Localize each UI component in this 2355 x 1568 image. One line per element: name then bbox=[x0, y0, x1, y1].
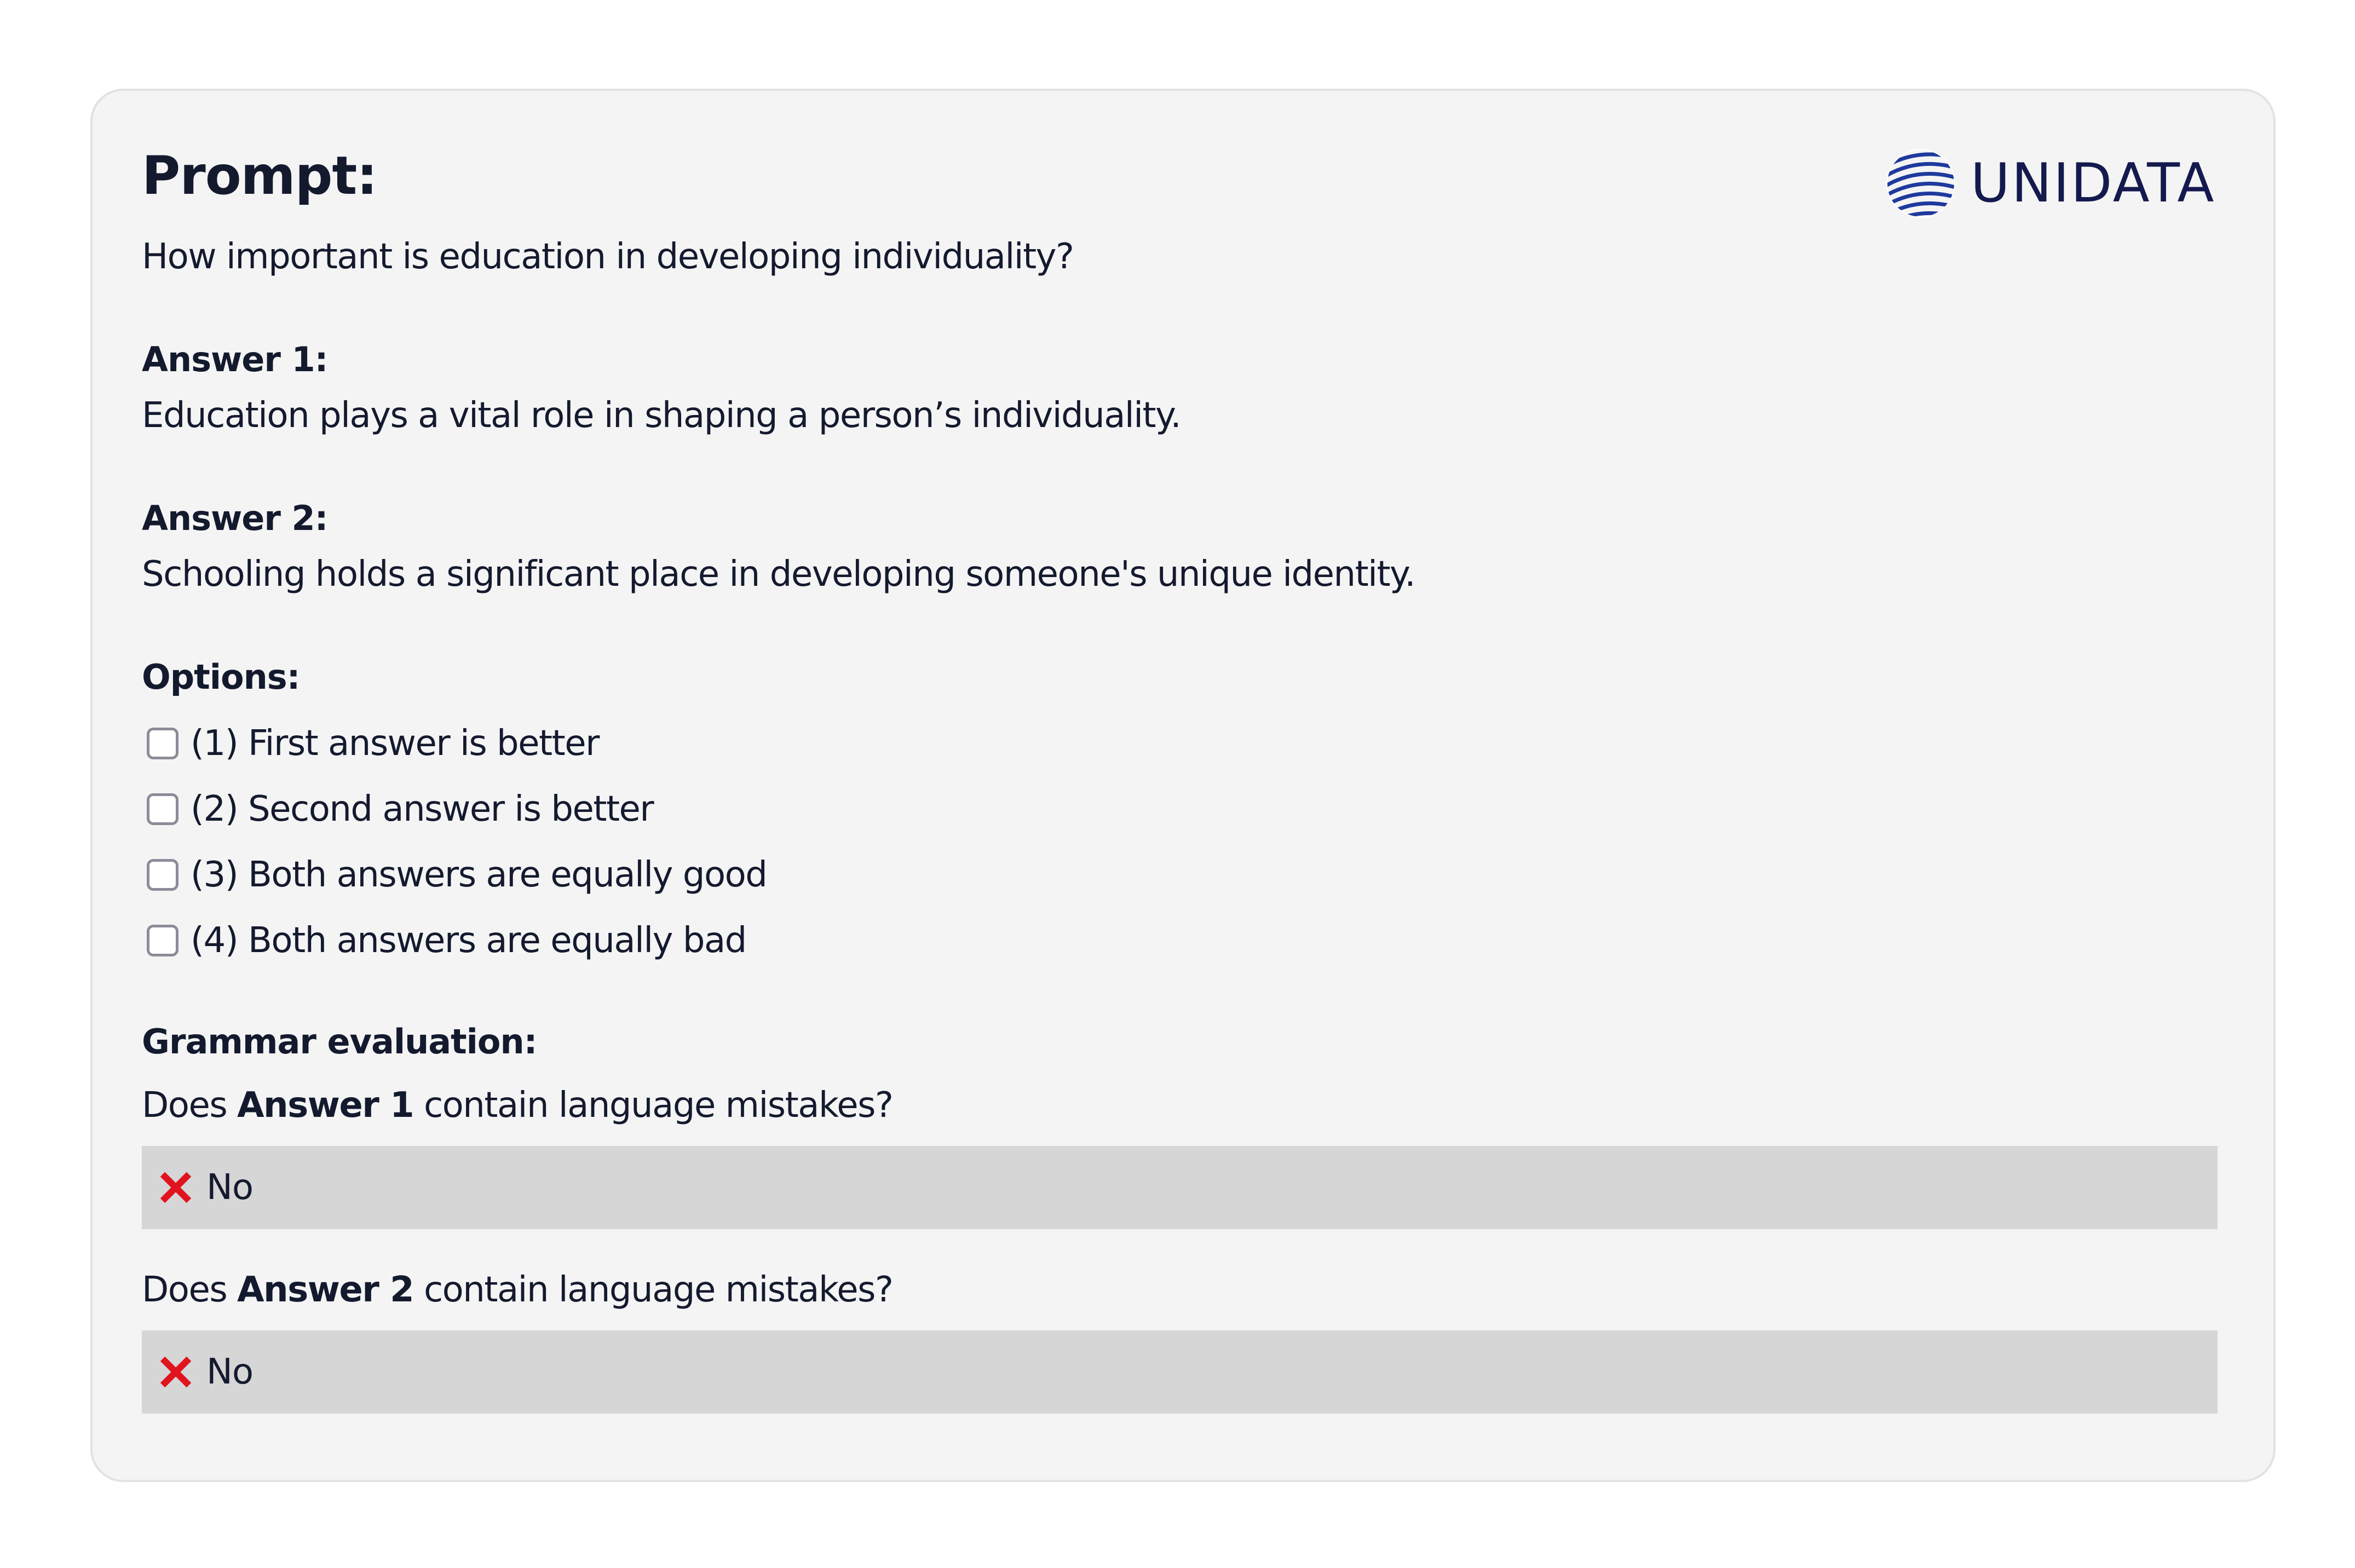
grammar-question-2-answer-ref: Answer 2 bbox=[237, 1270, 414, 1310]
cross-icon bbox=[158, 1170, 193, 1205]
grammar-answer-1 bbox=[142, 1146, 2218, 1229]
grammar-answer-1-text: No bbox=[206, 1167, 254, 1208]
globe-logo-icon bbox=[1885, 148, 1956, 219]
grammar-question-1-answer-ref: Answer 1 bbox=[237, 1085, 414, 1126]
option-1-label: (1) First answer is better bbox=[191, 723, 599, 764]
option-4-checkbox[interactable] bbox=[147, 925, 179, 956]
grammar-question-1 bbox=[142, 1085, 893, 1126]
option-2-label: (2) Second answer is better bbox=[191, 789, 654, 829]
cross-icon bbox=[158, 1354, 193, 1390]
option-4-label: (4) Both answers are equally bad bbox=[191, 920, 746, 961]
prompt-heading: Prompt: bbox=[142, 145, 377, 206]
option-3-label: (3) Both answers are equally good bbox=[191, 855, 767, 895]
answer1-label: Answer 1: bbox=[142, 339, 328, 379]
prompt-text: How important is education in developing individuality? bbox=[142, 237, 1074, 277]
option-3[interactable] bbox=[147, 853, 767, 897]
grammar-label: Grammar evaluation: bbox=[142, 1022, 537, 1062]
grammar-question-2-post: contain language mistakes? bbox=[413, 1270, 893, 1310]
answer2-label: Answer 2: bbox=[142, 498, 328, 538]
grammar-question-2 bbox=[142, 1270, 893, 1310]
grammar-answer-2-text: No bbox=[206, 1352, 254, 1392]
unidata-logo bbox=[1885, 148, 2215, 219]
option-1-checkbox[interactable] bbox=[147, 728, 179, 759]
option-4[interactable] bbox=[147, 919, 746, 962]
logo-text: UNIDATA bbox=[1971, 152, 2216, 215]
grammar-question-2-pre: Does bbox=[142, 1270, 237, 1310]
answer2-text: Schooling holds a significant place in developing someone's unique identity. bbox=[142, 554, 1415, 595]
option-2[interactable] bbox=[147, 787, 653, 831]
option-2-checkbox[interactable] bbox=[147, 793, 179, 825]
options-label: Options: bbox=[142, 657, 300, 697]
grammar-answer-2 bbox=[142, 1330, 2218, 1414]
grammar-question-1-pre: Does bbox=[142, 1085, 237, 1126]
grammar-question-1-post: contain language mistakes? bbox=[413, 1085, 893, 1126]
option-3-checkbox[interactable] bbox=[147, 859, 179, 891]
option-1[interactable] bbox=[147, 722, 599, 765]
answer1-text: Education plays a vital role in shaping a person’s individuality. bbox=[142, 395, 1181, 436]
